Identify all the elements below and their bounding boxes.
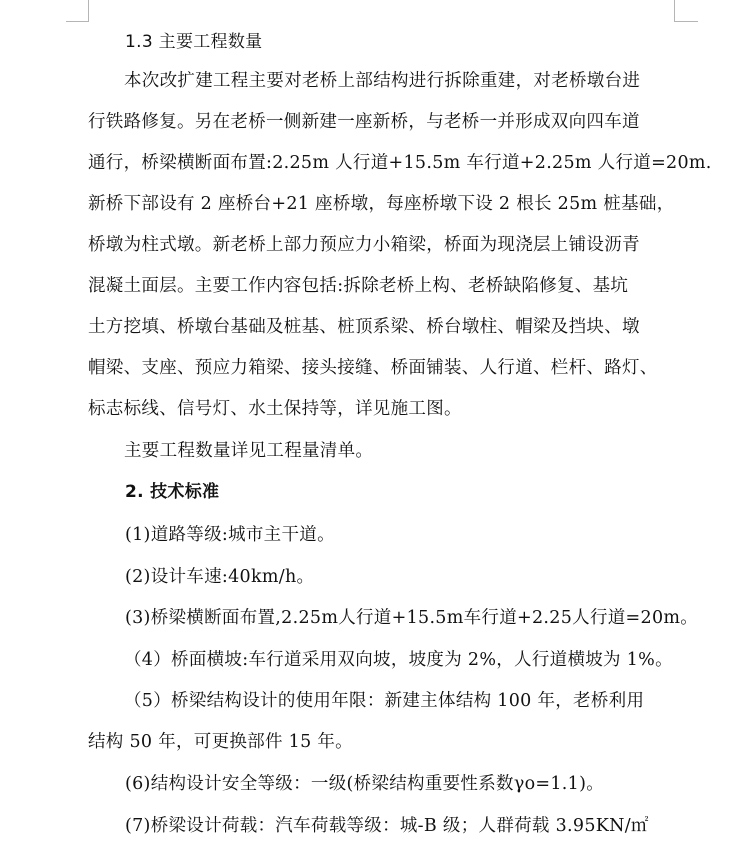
crop-mark-top-left-horizontal: [66, 21, 89, 22]
quantity-note: 主要工程数量详见工程量清单。: [124, 441, 374, 461]
paragraph-line: 行铁路修复。另在老桥一侧新建一座新桥，与老桥一并形成双向四车道: [88, 112, 640, 132]
paragraph-line: 帽梁、支座、预应力箱梁、接头接缝、桥面铺装、人行道、栏杆、路灯、: [88, 358, 658, 378]
section-2-heading: 2. 技术标准: [125, 482, 220, 502]
paragraph-line: 新桥下部设有 2 座桥台+21 座桥墩，每座桥墩下设 2 根长 25m 桩基础，: [88, 194, 675, 214]
standard-item: (3)桥梁横断面布置,2.25m人行道+15.5m车行道+2.25人行道=20m。: [125, 608, 699, 628]
standard-item: （5）桥梁结构设计的使用年限：新建主体结构 100 年，老桥利用: [124, 691, 645, 711]
standard-item: (2)设计车速:40km/h。: [125, 567, 315, 587]
section-1-3-heading: 1.3 主要工程数量: [125, 32, 263, 52]
crop-mark-top-right-vertical: [674, 0, 675, 22]
standard-item-continuation: 结构 50 年，可更换部件 15 年。: [88, 732, 353, 752]
paragraph-line: 通行，桥梁横断面布置:2.25m 人行道+15.5m 车行道+2.25m 人行道=20m.: [88, 153, 712, 173]
paragraph-line: 本次改扩建工程主要对老桥上部结构进行拆除重建，对老桥墩台进: [124, 71, 641, 91]
crop-mark-top-right-horizontal: [674, 21, 698, 22]
paragraph-line: 土方挖填、桥墩台基础及桩基、桩顶系梁、桥台墩柱、帽梁及挡块、墩: [88, 317, 640, 337]
standard-item: （4）桥面横坡:车行道采用双向坡，坡度为 2%，人行道横坡为 1%。: [124, 650, 673, 670]
standard-item: (6)结构设计安全等级：一级(桥梁结构重要性系数γo=1.1)。: [125, 774, 605, 794]
standard-item: (7)桥梁设计荷载：汽车荷载等级：城-B 级；人群荷载 3.95KN/㎡: [125, 816, 649, 836]
paragraph-line: 桥墩为柱式墩。新老桥上部力预应力小箱梁，桥面为现浇层上铺设沥青: [88, 235, 640, 255]
standard-item: (1)道路等级:城市主干道。: [125, 525, 335, 545]
paragraph-line: 标志标线、信号灯、水土保持等，详见施工图。: [88, 399, 462, 419]
paragraph-line: 混凝土面层。主要工作内容包括:拆除老桥上构、老桥缺陷修复、基坑: [88, 276, 629, 296]
crop-mark-top-left-vertical: [88, 0, 89, 22]
